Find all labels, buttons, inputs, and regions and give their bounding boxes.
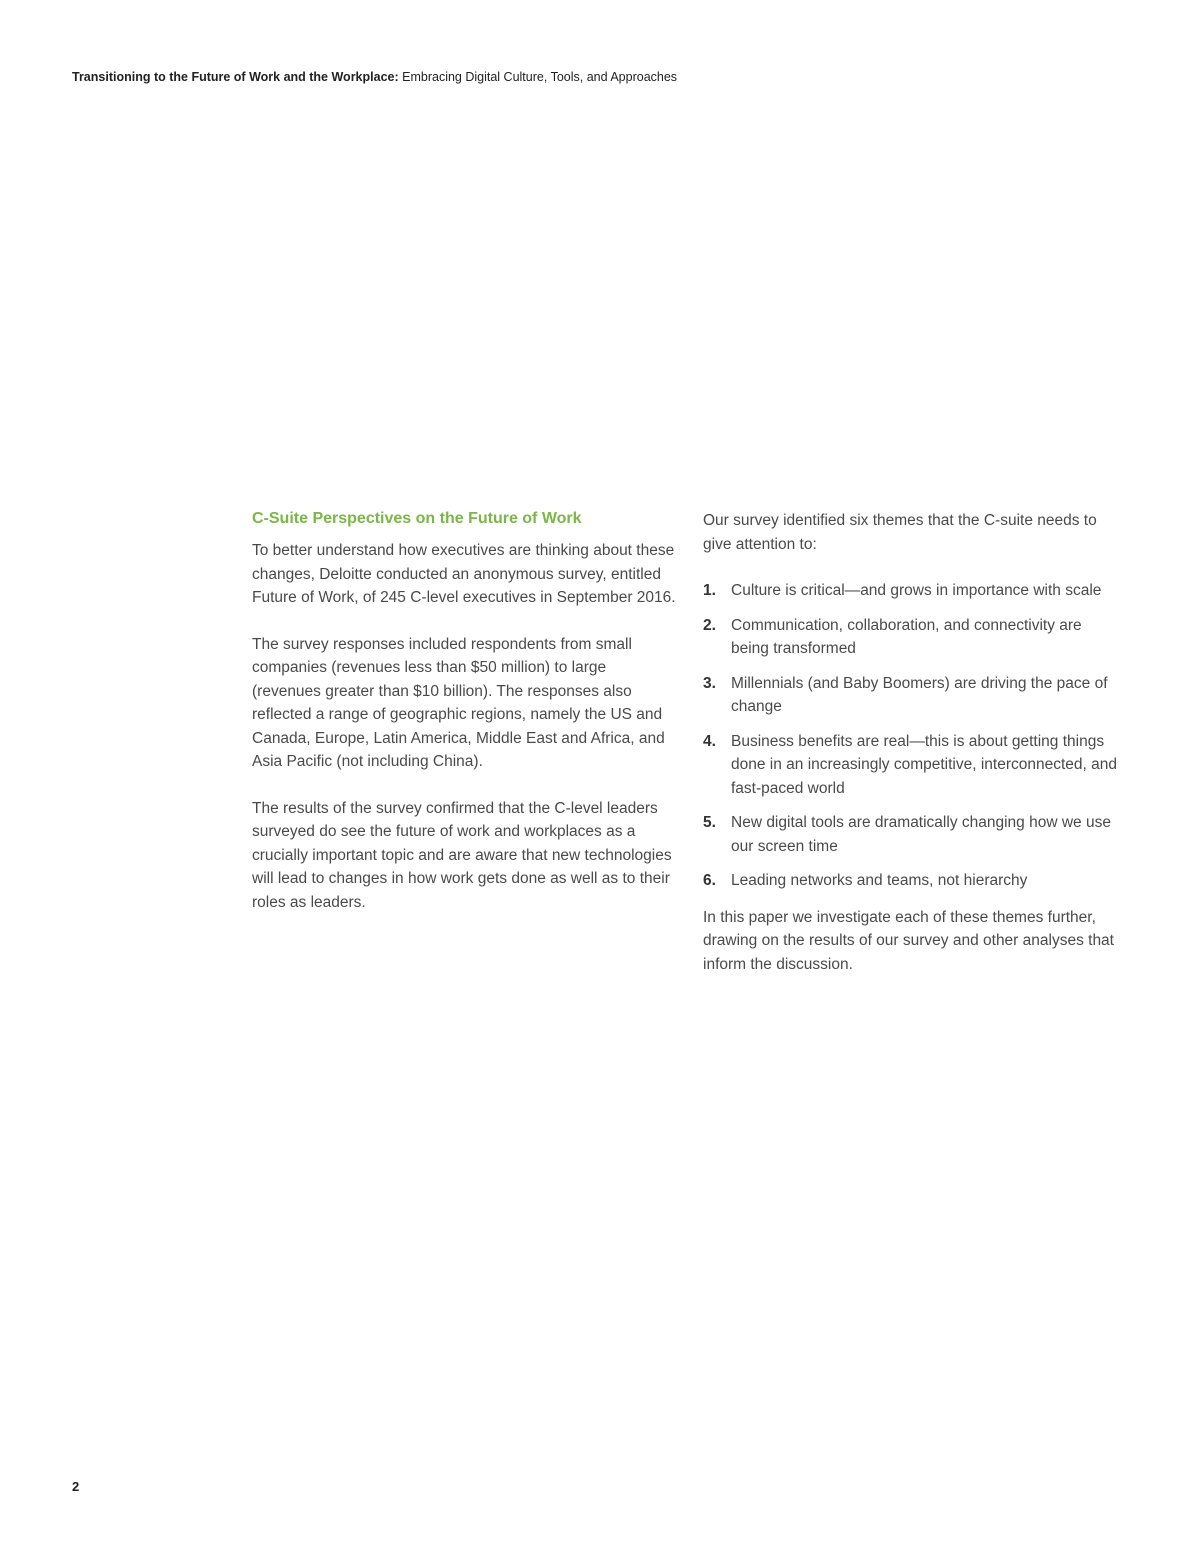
right-column [703, 509, 1123, 999]
closing-paragraph: In this paper we investigate each of these themes further, drawing on the results of our survey and other analyses that inform the discussion. [703, 908, 1114, 973]
left-column [252, 509, 676, 937]
list-item-text: Communication, collaboration, and connectivity are being transformed [731, 616, 1082, 657]
list-item [703, 614, 1123, 661]
list-item-number: 4. [703, 732, 716, 750]
list-item [703, 730, 1123, 801]
list-item [703, 811, 1123, 858]
list-item-text: Millennials (and Baby Boomers) are driving the pace of change [731, 674, 1108, 715]
themes-intro: Our survey identified six themes that the C-suite needs to give attention to: [703, 512, 1097, 553]
list-item-number: 2. [703, 616, 716, 634]
header-subtitle: Embracing Digital Culture, Tools, and Approaches [402, 70, 678, 84]
section-heading: C-Suite Perspectives on the Future of Work [252, 510, 582, 527]
header-title: Transitioning to the Future of Work and the Workplace: [72, 70, 399, 84]
list-item-text: Business benefits are real—this is about getting things done in an increasingly competitive, interconnected, and fast-paced world [731, 732, 1118, 797]
list-item-text: New digital tools are dramatically changing how we use our screen time [731, 814, 1111, 855]
paragraph-results: The results of the survey confirmed that the C-level leaders surveyed do see the future of work and workplaces as a crucially important topic and are aware that new technologies will lead to changes in how work gets done as well as to their roles as leaders. [252, 799, 672, 911]
page-number: 2 [72, 1479, 80, 1494]
list-item [703, 579, 1123, 603]
list-item-text: Culture is critical—and grows in importance with scale [731, 582, 1102, 599]
list-item-number: 6. [703, 872, 716, 889]
running-header [72, 70, 677, 84]
list-item [703, 869, 1123, 893]
list-item-number: 1. [703, 582, 716, 599]
paragraph-respondents: The survey responses included respondents from small companies (revenues less than $50 million) to large (revenues greater than $10 billion). The responses also reflected a range of geographic regions, namely the US and Canada, Europe, Latin America, Middle East and Africa, and Asia Pacific (not including China). [252, 635, 665, 770]
list-item-text: Leading networks and teams, not hierarchy [731, 872, 1028, 889]
list-item [703, 672, 1123, 719]
list-item-number: 3. [703, 674, 716, 692]
list-item-number: 5. [703, 814, 716, 831]
themes-list [703, 579, 1123, 893]
paragraph-survey-overview: To better understand how executives are thinking about these changes, Deloitte conducted an anonymous survey, entitled Future of Work, of 245 C-level executives in September 2016. [252, 542, 676, 606]
